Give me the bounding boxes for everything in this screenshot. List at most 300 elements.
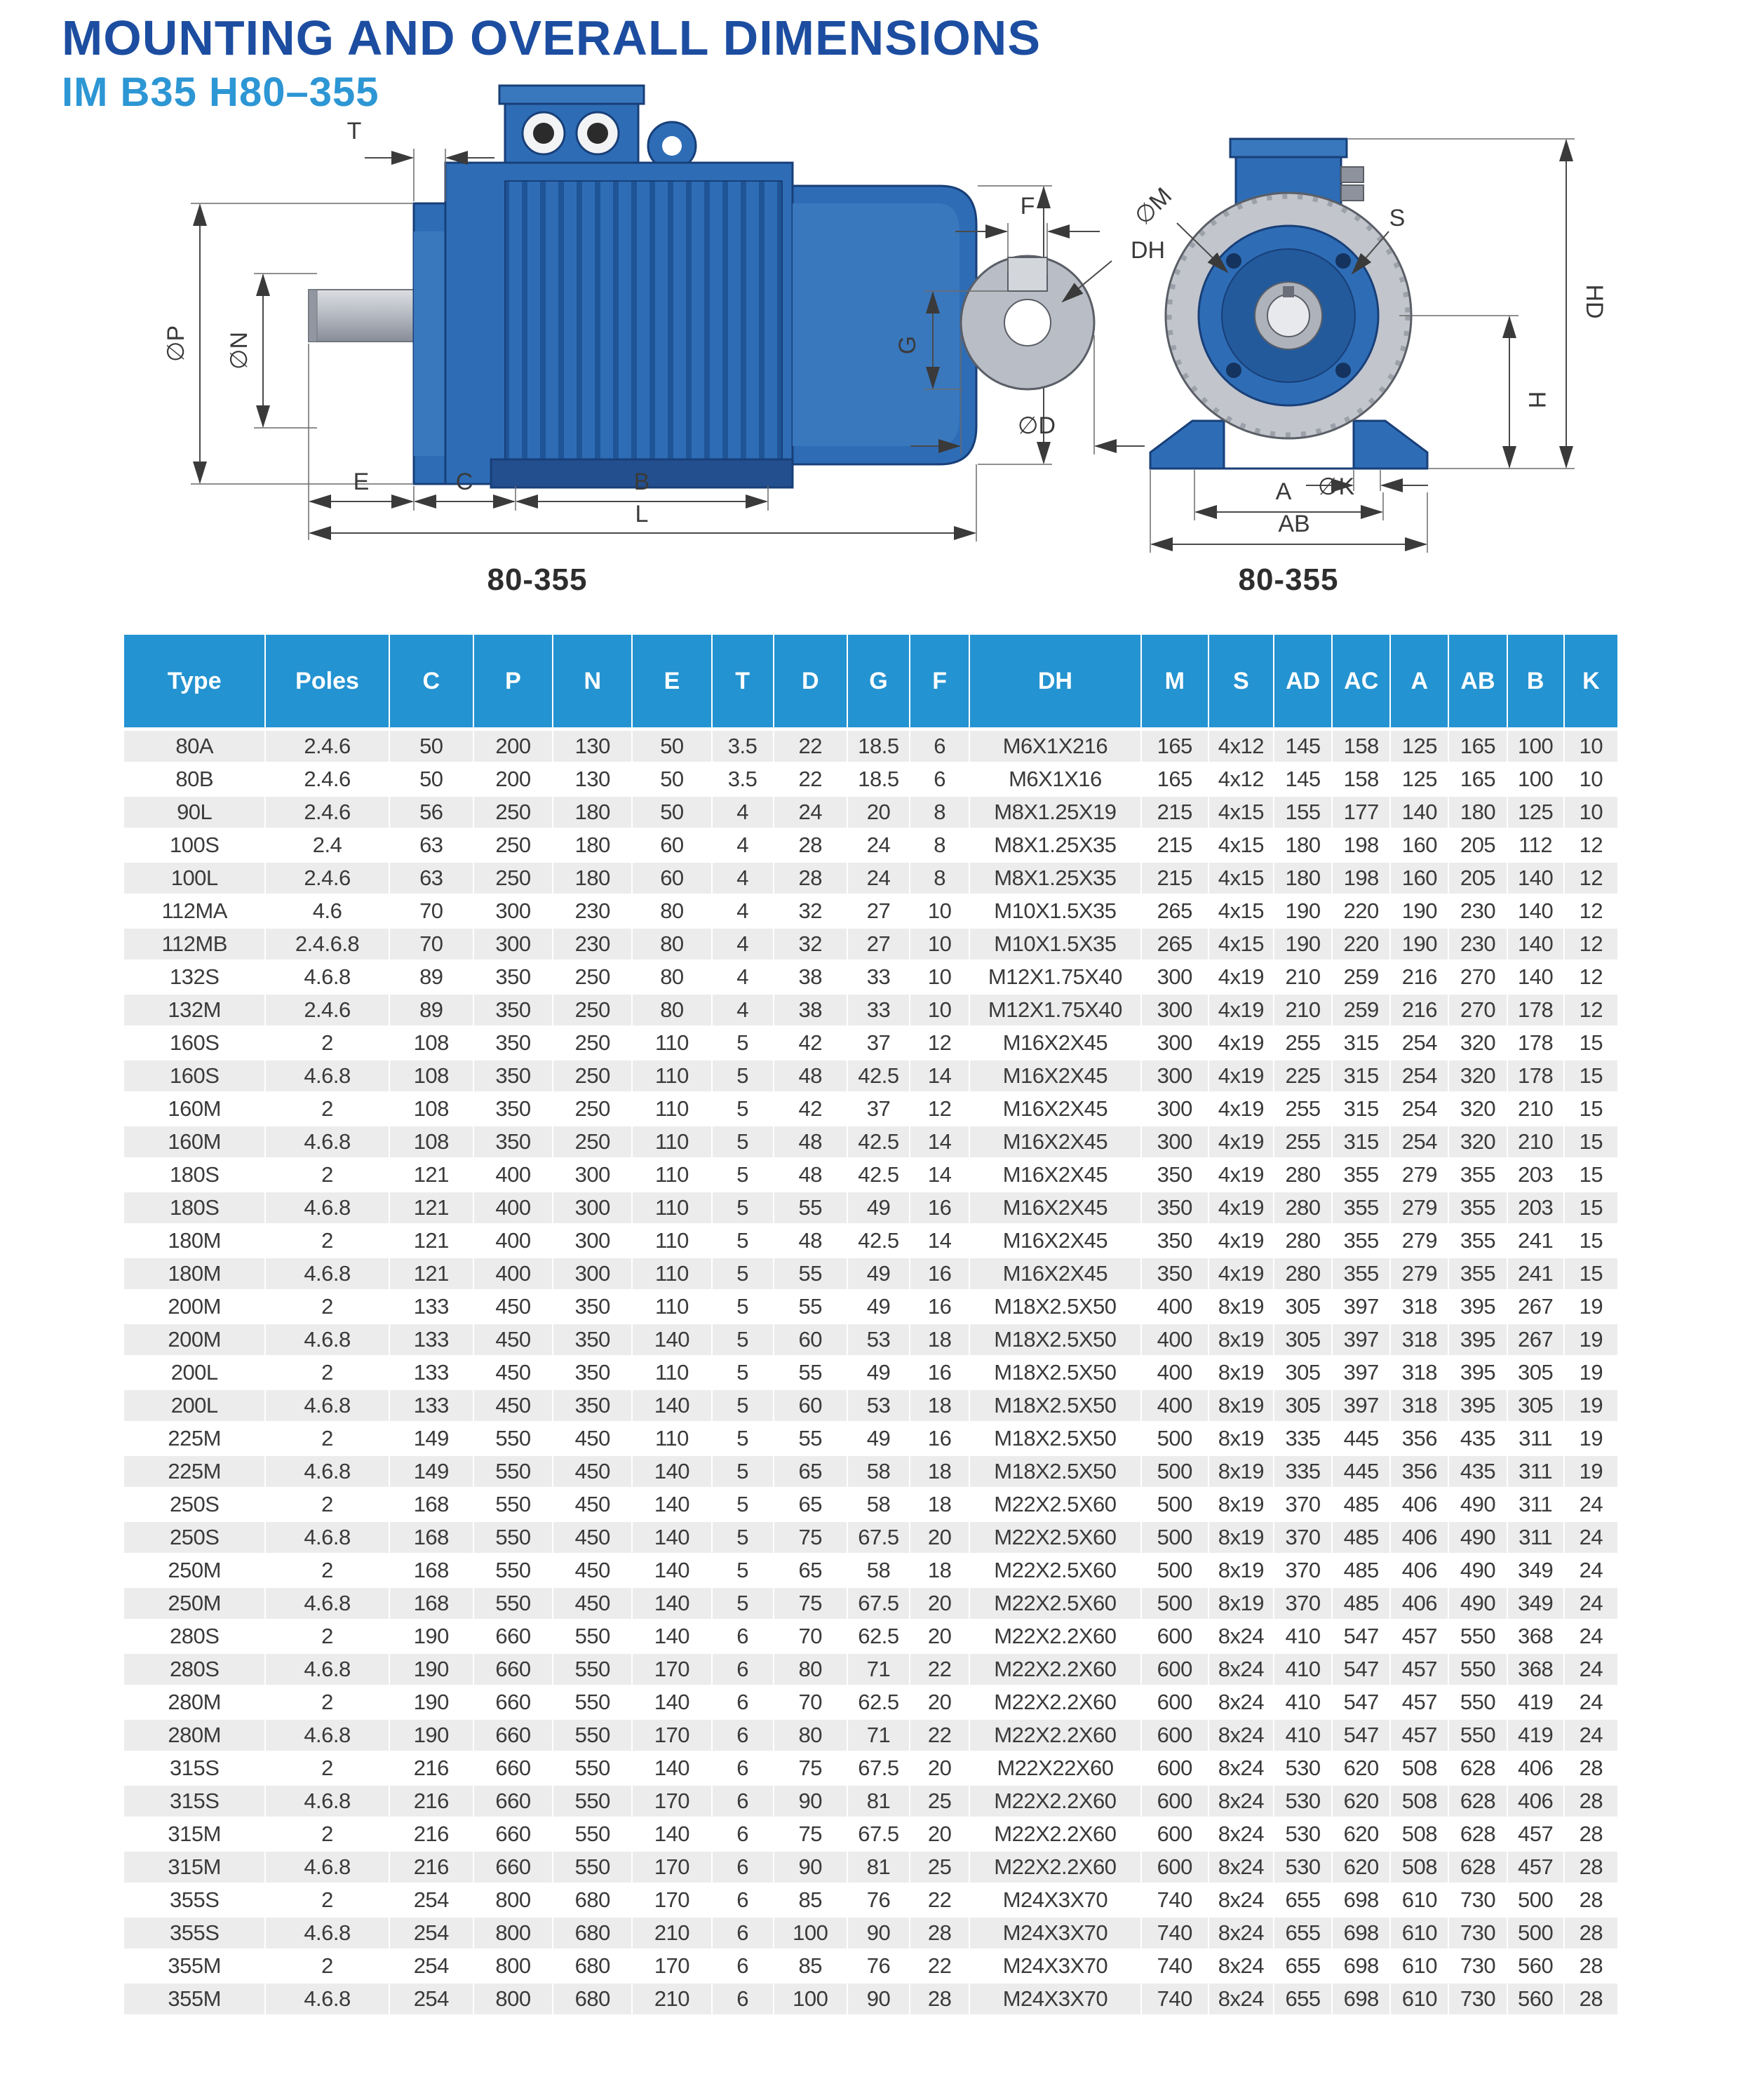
table-cell: 8x19 — [1208, 1324, 1273, 1357]
table-row — [124, 1159, 1617, 1192]
table-cell: 4x19 — [1208, 1159, 1273, 1192]
table-cell: 3.5 — [711, 731, 773, 764]
table-cell: 356 — [1389, 1423, 1448, 1456]
dim-label-n: ∅N — [226, 331, 253, 370]
table-cell: 12 — [1563, 830, 1617, 863]
table-cell: 6 — [711, 1621, 773, 1654]
table-cell: 80 — [631, 896, 711, 929]
column-header: Poles — [264, 635, 388, 731]
table-cell: 19 — [1563, 1324, 1617, 1357]
table-cell: 550 — [473, 1489, 552, 1522]
table-cell: 33 — [847, 962, 909, 995]
table-cell: M16X2X45 — [969, 1093, 1140, 1126]
foot-right — [1354, 421, 1427, 469]
table-cell: 24 — [1563, 1621, 1617, 1654]
table-cell: 550 — [1448, 1720, 1506, 1753]
column-header: AC — [1331, 635, 1389, 731]
column-header: B — [1507, 635, 1563, 731]
dim-label-k: ∅K — [1317, 473, 1355, 500]
table-cell: 132M — [124, 995, 264, 1028]
table-cell: 410 — [1273, 1720, 1331, 1753]
table-row — [124, 1951, 1617, 1984]
table-cell: 15 — [1563, 1159, 1617, 1192]
table-cell: 216 — [1389, 962, 1448, 995]
column-header: P — [473, 635, 552, 731]
table-cell: 680 — [552, 1984, 631, 2016]
table-cell: 457 — [1389, 1621, 1448, 1654]
dim-label-ab: AB — [1278, 511, 1310, 537]
table-cell: 4x15 — [1208, 863, 1273, 896]
table-cell: 180 — [1273, 830, 1331, 863]
table-cell: 2 — [264, 1028, 388, 1060]
table-cell: 28 — [1563, 1852, 1617, 1885]
gland-fitting — [1341, 167, 1364, 182]
table-cell: 203 — [1507, 1192, 1563, 1225]
table-cell: 530 — [1273, 1753, 1331, 1786]
table-cell: 3.5 — [711, 764, 773, 797]
bolt-hole — [1226, 363, 1241, 378]
table-cell: 350 — [473, 962, 552, 995]
table-cell: 89 — [389, 995, 473, 1028]
table-cell: 550 — [552, 1687, 631, 1720]
table-cell: 255 — [1273, 1028, 1331, 1060]
table-row — [124, 995, 1617, 1028]
table-cell: 20 — [909, 1753, 969, 1786]
table-cell: 110 — [631, 1093, 711, 1126]
table-cell: 400 — [473, 1192, 552, 1225]
table-cell: 28 — [773, 830, 847, 863]
table-cell: 508 — [1389, 1852, 1448, 1885]
table-cell: 300 — [473, 929, 552, 962]
table-cell: 90 — [847, 1918, 909, 1951]
table-row — [124, 1225, 1617, 1258]
table-cell: 145 — [1273, 764, 1331, 797]
table-cell: 177 — [1331, 797, 1389, 830]
table-cell: 660 — [473, 1654, 552, 1687]
table-cell: 4 — [711, 797, 773, 830]
table-cell: 550 — [552, 1852, 631, 1885]
table-cell: 547 — [1331, 1654, 1389, 1687]
table-cell: 24 — [1563, 1489, 1617, 1522]
table-cell: 259 — [1331, 995, 1389, 1028]
table-cell: 350 — [473, 1060, 552, 1093]
table-cell: 550 — [1448, 1687, 1506, 1720]
table-cell: 279 — [1389, 1225, 1448, 1258]
column-header: N — [552, 635, 631, 731]
table-cell: 350 — [1140, 1258, 1208, 1291]
table-cell: 28 — [1563, 1753, 1617, 1786]
table-cell: 4.6.8 — [264, 1720, 388, 1753]
table-cell: M18X2.5X50 — [969, 1456, 1140, 1489]
table-cell: 50 — [389, 731, 473, 764]
table-row — [124, 1093, 1617, 1126]
table-cell: 32 — [773, 896, 847, 929]
table-cell: 190 — [389, 1621, 473, 1654]
table-cell: 300 — [1140, 1060, 1208, 1093]
table-cell: 397 — [1331, 1357, 1389, 1390]
table-cell: 265 — [1140, 896, 1208, 929]
table-cell: 500 — [1507, 1885, 1563, 1918]
table-row — [124, 1819, 1617, 1852]
shaft-front — [1267, 295, 1309, 337]
table-cell: 10 — [1563, 731, 1617, 764]
table-cell: 660 — [473, 1786, 552, 1819]
table-body — [124, 731, 1617, 2016]
table-cell: 457 — [1389, 1687, 1448, 1720]
table-cell: 4x19 — [1208, 1060, 1273, 1093]
table-cell: 490 — [1448, 1522, 1506, 1555]
table-cell: 125 — [1507, 797, 1563, 830]
table-cell: 108 — [389, 1093, 473, 1126]
table-cell: 254 — [389, 1918, 473, 1951]
table-cell: 140 — [1507, 962, 1563, 995]
table-cell: 350 — [473, 1028, 552, 1060]
table-row — [124, 1555, 1617, 1588]
table-cell: 250 — [552, 1060, 631, 1093]
table-cell: 27 — [847, 929, 909, 962]
table-cell: 254 — [389, 1984, 473, 2016]
table-cell: 20 — [909, 1687, 969, 1720]
table-cell: 530 — [1273, 1852, 1331, 1885]
table-cell: 660 — [473, 1720, 552, 1753]
table-cell: 730 — [1448, 1885, 1506, 1918]
table-cell: 6 — [711, 1687, 773, 1720]
table-cell: 65 — [773, 1555, 847, 1588]
table-cell: 149 — [389, 1423, 473, 1456]
table-cell: 450 — [552, 1456, 631, 1489]
table-cell: 65 — [773, 1456, 847, 1489]
front-view-caption: 80-355 — [1238, 563, 1339, 597]
table-cell: 8x19 — [1208, 1522, 1273, 1555]
table-cell: 90 — [773, 1852, 847, 1885]
table-cell: 180M — [124, 1225, 264, 1258]
table-cell: 279 — [1389, 1159, 1448, 1192]
table-cell: 8x24 — [1208, 1852, 1273, 1885]
table-cell: 12 — [1563, 863, 1617, 896]
dim-label-b: B — [633, 469, 650, 495]
table-cell: 300 — [552, 1159, 631, 1192]
table-cell: 76 — [847, 1951, 909, 1984]
table-cell: 15 — [1563, 1093, 1617, 1126]
table-cell: 500 — [1140, 1456, 1208, 1489]
table-cell: 550 — [552, 1654, 631, 1687]
table-cell: 730 — [1448, 1918, 1506, 1951]
table-cell: 4.6.8 — [264, 1390, 388, 1423]
table-cell: 547 — [1331, 1720, 1389, 1753]
table-cell: 2 — [264, 1159, 388, 1192]
table-cell: M24X3X70 — [969, 1885, 1140, 1918]
table-cell: 355 — [1331, 1192, 1389, 1225]
table-row — [124, 1192, 1617, 1225]
table-cell: 8x19 — [1208, 1489, 1273, 1522]
table-cell: M22X2.2X60 — [969, 1786, 1140, 1819]
table-cell: 485 — [1331, 1555, 1389, 1588]
table-cell: 4 — [711, 896, 773, 929]
table-cell: 63 — [389, 830, 473, 863]
column-header: K — [1563, 635, 1617, 731]
table-cell: M18X2.5X50 — [969, 1390, 1140, 1423]
table-cell: 5 — [711, 1192, 773, 1225]
table-cell: 140 — [631, 1456, 711, 1489]
table-cell: 730 — [1448, 1984, 1506, 2016]
table-cell: 250S — [124, 1522, 264, 1555]
table-cell: 215 — [1140, 797, 1208, 830]
table-cell: 406 — [1389, 1588, 1448, 1621]
table-cell: 8 — [909, 863, 969, 896]
table-cell: 5 — [711, 1258, 773, 1291]
table-cell: 406 — [1507, 1753, 1563, 1786]
table-cell: 397 — [1331, 1324, 1389, 1357]
table-cell: 178 — [1507, 1060, 1563, 1093]
table-cell: 368 — [1507, 1654, 1563, 1687]
bolt-hole — [1226, 253, 1241, 269]
table-row — [124, 1687, 1617, 1720]
table-cell: 28 — [909, 1918, 969, 1951]
column-header: D — [773, 635, 847, 731]
table-cell: 10 — [909, 995, 969, 1028]
table-cell: 265 — [1140, 929, 1208, 962]
table-cell: 180 — [552, 797, 631, 830]
table-cell: 445 — [1331, 1456, 1389, 1489]
table-cell: 16 — [909, 1357, 969, 1390]
table-cell: 655 — [1273, 1918, 1331, 1951]
table-cell: 600 — [1140, 1753, 1208, 1786]
table-cell: M22X2.2X60 — [969, 1687, 1140, 1720]
table-cell: 370 — [1273, 1522, 1331, 1555]
table-cell: 180 — [1448, 797, 1506, 830]
table-cell: 22 — [909, 1720, 969, 1753]
table-cell: 740 — [1140, 1951, 1208, 1984]
table-cell: 698 — [1331, 1951, 1389, 1984]
table-row — [124, 1126, 1617, 1159]
table-cell: 80A — [124, 731, 264, 764]
table-cell: 22 — [909, 1654, 969, 1687]
table-cell: 5 — [711, 1324, 773, 1357]
table-cell: 121 — [389, 1258, 473, 1291]
table-cell: 225 — [1273, 1060, 1331, 1093]
table-cell: 190 — [389, 1654, 473, 1687]
table-cell: 6 — [711, 1885, 773, 1918]
table-cell: 160M — [124, 1093, 264, 1126]
table-cell: 24 — [847, 863, 909, 896]
table-cell: 5 — [711, 1028, 773, 1060]
table-cell: 370 — [1273, 1555, 1331, 1588]
table-cell: 71 — [847, 1720, 909, 1753]
table-cell: 4.6.8 — [264, 1654, 388, 1687]
table-cell: 350 — [473, 995, 552, 1028]
table-row — [124, 1456, 1617, 1489]
table-cell: 5 — [711, 1423, 773, 1456]
table-cell: 395 — [1448, 1291, 1506, 1324]
table-cell: 18 — [909, 1390, 969, 1423]
table-cell: M18X2.5X50 — [969, 1324, 1140, 1357]
table-cell: 6 — [711, 1720, 773, 1753]
table-cell: 300 — [552, 1225, 631, 1258]
table-cell: 160 — [1389, 863, 1448, 896]
table-cell: 2.4.6 — [264, 731, 388, 764]
table-cell: M24X3X70 — [969, 1951, 1140, 1984]
table-cell: 6 — [711, 1852, 773, 1885]
table-cell: 356 — [1389, 1456, 1448, 1489]
table-cell: 400 — [1140, 1357, 1208, 1390]
table-cell: 28 — [1563, 1819, 1617, 1852]
dim-label-t: T — [346, 118, 362, 144]
table-cell: 5 — [711, 1588, 773, 1621]
table-cell: M8X1.25X35 — [969, 863, 1140, 896]
table-cell: 149 — [389, 1456, 473, 1489]
table-cell: 75 — [773, 1522, 847, 1555]
table-row — [124, 1885, 1617, 1918]
table-cell: 180 — [552, 830, 631, 863]
table-cell: M16X2X45 — [969, 1028, 1140, 1060]
table-cell: 132S — [124, 962, 264, 995]
table-cell: 210 — [631, 1984, 711, 2016]
table-cell: M22X2.2X60 — [969, 1852, 1140, 1885]
table-cell: 4.6.8 — [264, 1522, 388, 1555]
table-cell: 90 — [847, 1984, 909, 2016]
table-cell: M16X2X45 — [969, 1060, 1140, 1093]
table-cell: 267 — [1507, 1324, 1563, 1357]
table-cell: M22X2.5X60 — [969, 1555, 1140, 1588]
table-cell: 205 — [1448, 830, 1506, 863]
table-cell: 600 — [1140, 1687, 1208, 1720]
table-cell: 655 — [1273, 1984, 1331, 2016]
table-cell: 216 — [389, 1753, 473, 1786]
table-cell: 108 — [389, 1060, 473, 1093]
table-cell: 210 — [1507, 1093, 1563, 1126]
table-cell: 500 — [1140, 1522, 1208, 1555]
table-cell: 76 — [847, 1885, 909, 1918]
table-cell: 280S — [124, 1621, 264, 1654]
table-cell: M8X1.25X19 — [969, 797, 1140, 830]
table-cell: 255 — [1273, 1126, 1331, 1159]
table-cell: M16X2X45 — [969, 1159, 1140, 1192]
table-cell: 450 — [473, 1390, 552, 1423]
table-cell: 400 — [473, 1159, 552, 1192]
table-row — [124, 830, 1617, 863]
table-cell: 75 — [773, 1753, 847, 1786]
table-cell: 698 — [1331, 1885, 1389, 1918]
table-cell: 485 — [1331, 1489, 1389, 1522]
table-cell: 2 — [264, 1753, 388, 1786]
table-cell: 12 — [909, 1093, 969, 1126]
table-cell: 81 — [847, 1852, 909, 1885]
table-cell: 740 — [1140, 1918, 1208, 1951]
table-cell: 8x19 — [1208, 1291, 1273, 1324]
table-cell: 15 — [1563, 1258, 1617, 1291]
table-cell: 680 — [552, 1951, 631, 1984]
table-cell: 400 — [473, 1258, 552, 1291]
table-cell: 20 — [909, 1588, 969, 1621]
table-cell: 170 — [631, 1786, 711, 1819]
table-cell: 628 — [1448, 1819, 1506, 1852]
table-cell: 355S — [124, 1918, 264, 1951]
table-cell: 254 — [389, 1951, 473, 1984]
table-cell: 32 — [773, 929, 847, 962]
table-cell: 4x19 — [1208, 1028, 1273, 1060]
table-cell: 355 — [1331, 1225, 1389, 1258]
table-cell: 50 — [631, 797, 711, 830]
table-cell: 311 — [1507, 1489, 1563, 1522]
table-cell: 4.6.8 — [264, 1192, 388, 1225]
table-cell: 2 — [264, 1225, 388, 1258]
table-cell: 168 — [389, 1522, 473, 1555]
table-cell: 160S — [124, 1028, 264, 1060]
table-cell: 560 — [1507, 1951, 1563, 1984]
column-header: DH — [969, 635, 1140, 731]
table-cell: 50 — [631, 731, 711, 764]
table-cell: 24 — [1563, 1522, 1617, 1555]
table-cell: 315 — [1331, 1060, 1389, 1093]
table-cell: 90L — [124, 797, 264, 830]
table-cell: 500 — [1140, 1423, 1208, 1456]
table-cell: 5 — [711, 1291, 773, 1324]
table-cell: 508 — [1389, 1753, 1448, 1786]
table-cell: 4x12 — [1208, 731, 1273, 764]
table-cell: 24 — [847, 830, 909, 863]
table-cell: 250 — [552, 1093, 631, 1126]
table-cell: 220 — [1331, 929, 1389, 962]
table-cell: 300 — [473, 896, 552, 929]
table-cell: 620 — [1331, 1819, 1389, 1852]
column-header: E — [631, 635, 711, 731]
table-cell: 315S — [124, 1786, 264, 1819]
table-cell: 4.6.8 — [264, 1588, 388, 1621]
table-cell: 600 — [1140, 1786, 1208, 1819]
table-cell: 4x15 — [1208, 797, 1273, 830]
table-cell: 397 — [1331, 1390, 1389, 1423]
table-cell: 165 — [1140, 731, 1208, 764]
table-cell: 620 — [1331, 1852, 1389, 1885]
table-cell: 60 — [631, 863, 711, 896]
table-cell: 14 — [909, 1126, 969, 1159]
table-row — [124, 1720, 1617, 1753]
table-cell: 370 — [1273, 1489, 1331, 1522]
table-cell: 230 — [1448, 929, 1506, 962]
table-cell: 48 — [773, 1060, 847, 1093]
table-cell: 406 — [1389, 1522, 1448, 1555]
table-cell: 8x24 — [1208, 1786, 1273, 1819]
table-cell: 165 — [1448, 764, 1506, 797]
table-cell: 600 — [1140, 1654, 1208, 1687]
table-cell: 450 — [552, 1522, 631, 1555]
table-cell: 4x19 — [1208, 995, 1273, 1028]
table-cell: 28 — [1563, 1984, 1617, 2016]
terminal-box — [499, 86, 644, 172]
table-cell: 230 — [552, 896, 631, 929]
page-title: MOUNTING AND OVERALL DIMENSIONS — [62, 11, 1042, 65]
table-cell: 4x19 — [1208, 1126, 1273, 1159]
table-cell: 6 — [711, 1753, 773, 1786]
table-cell: 5 — [711, 1093, 773, 1126]
table-cell: 125 — [1389, 731, 1448, 764]
column-header: M — [1140, 635, 1208, 731]
table-cell: 70 — [389, 929, 473, 962]
table-cell: 18 — [909, 1555, 969, 1588]
table-cell: 740 — [1140, 1984, 1208, 2016]
table-cell: 730 — [1448, 1951, 1506, 1984]
table-cell: 350 — [473, 1093, 552, 1126]
table-cell: 110 — [631, 1258, 711, 1291]
table-cell: 254 — [1389, 1028, 1448, 1060]
table-cell: 259 — [1331, 962, 1389, 995]
table-cell: 320 — [1448, 1060, 1506, 1093]
table-cell: 349 — [1507, 1555, 1563, 1588]
table-cell: 28 — [1563, 1918, 1617, 1951]
table-cell: 28 — [773, 863, 847, 896]
table-cell: 698 — [1331, 1918, 1389, 1951]
table-cell: 300 — [552, 1192, 631, 1225]
